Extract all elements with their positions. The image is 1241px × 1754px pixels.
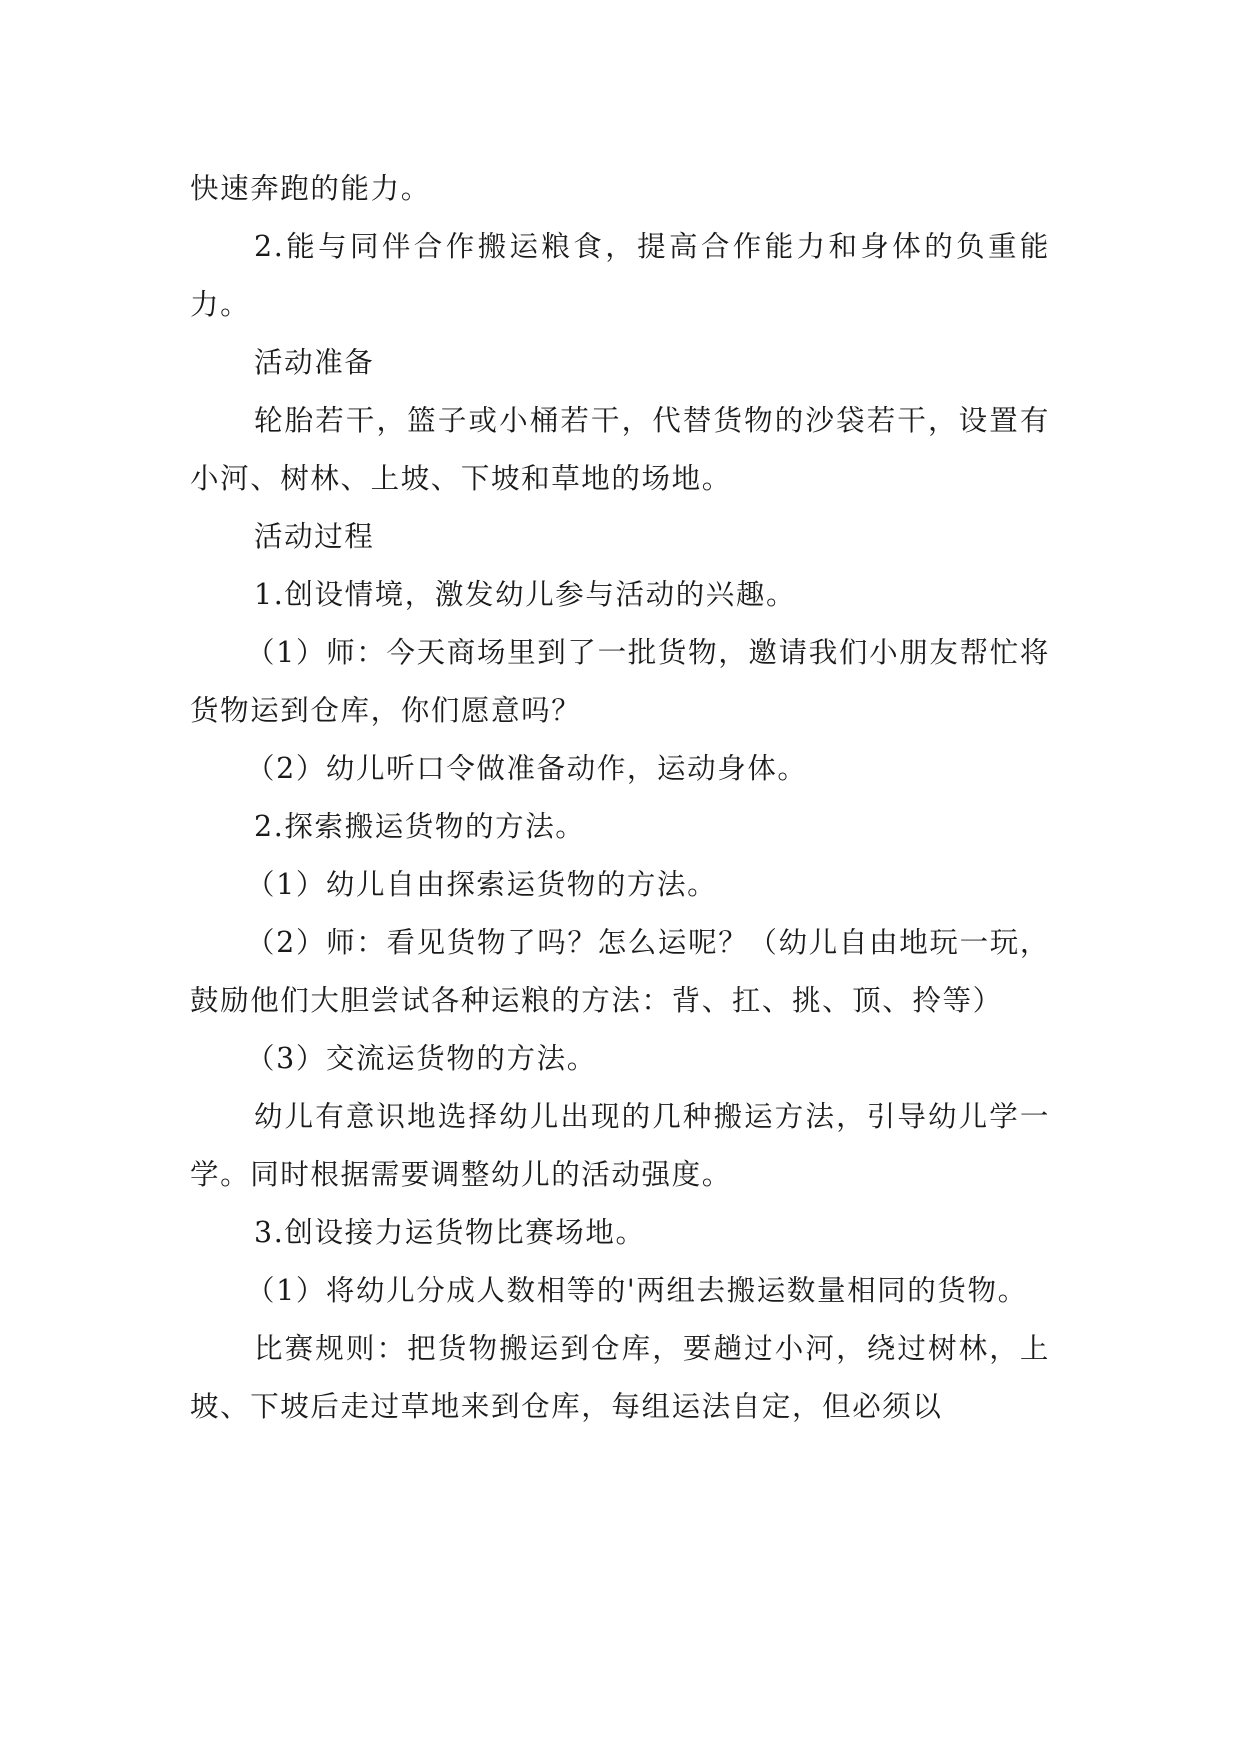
step-1-item-2: （2）幼儿听口令做准备动作，运动身体。	[246, 752, 808, 785]
document-body	[190, 160, 1050, 1436]
paragraph-goal-2: 2.能与同伴合作搬运粮食，提高合作能力和身体的负重能力。	[190, 230, 1050, 321]
step-3-heading: 3.创设接力运货物比赛场地。	[254, 1216, 646, 1249]
step-2-item-2: （2）师：看见货物了吗？怎么运呢？（幼儿自由地玩一玩，鼓励他们大胆尝试各种运粮的方法：背、扛、挑、顶、拎等）	[190, 926, 1050, 1017]
paragraph-text: 快速奔跑的能力。	[190, 172, 431, 205]
paragraph-method-selection: 幼儿有意识地选择幼儿出现的几种搬运方法，引导幼儿学一学。同时根据需要调整幼儿的活动强度。	[190, 1100, 1050, 1191]
step-3-item-1: （1）将幼儿分成人数相等的'两组去搬运数量相同的货物。	[246, 1274, 1028, 1307]
paragraph-competition-rules: 比赛规则：把货物搬运到仓库，要趟过小河，绕过树林，上坡、下坡后走过草地来到仓库，每组运法自定，但必须以	[190, 1332, 1050, 1423]
step-1-item-1: （1）师：今天商场里到了一批货物，邀请我们小朋友帮忙将货物运到仓库，你们愿意吗？	[190, 636, 1050, 727]
step-2-item-1: （1）幼儿自由探索运货物的方法。	[246, 868, 718, 901]
step-1-heading: 1.创设情境，激发幼儿参与活动的兴趣。	[254, 578, 797, 611]
step-2-item-3: （3）交流运货物的方法。	[246, 1042, 597, 1075]
section-heading-preparation: 活动准备	[254, 346, 375, 379]
paragraph-preparation: 轮胎若干，篮子或小桶若干，代替货物的沙袋若干，设置有小河、树林、上坡、下坡和草地的场地。	[190, 404, 1050, 495]
step-2-heading: 2.探索搬运货物的方法。	[254, 810, 586, 843]
section-heading-process: 活动过程	[254, 520, 375, 553]
